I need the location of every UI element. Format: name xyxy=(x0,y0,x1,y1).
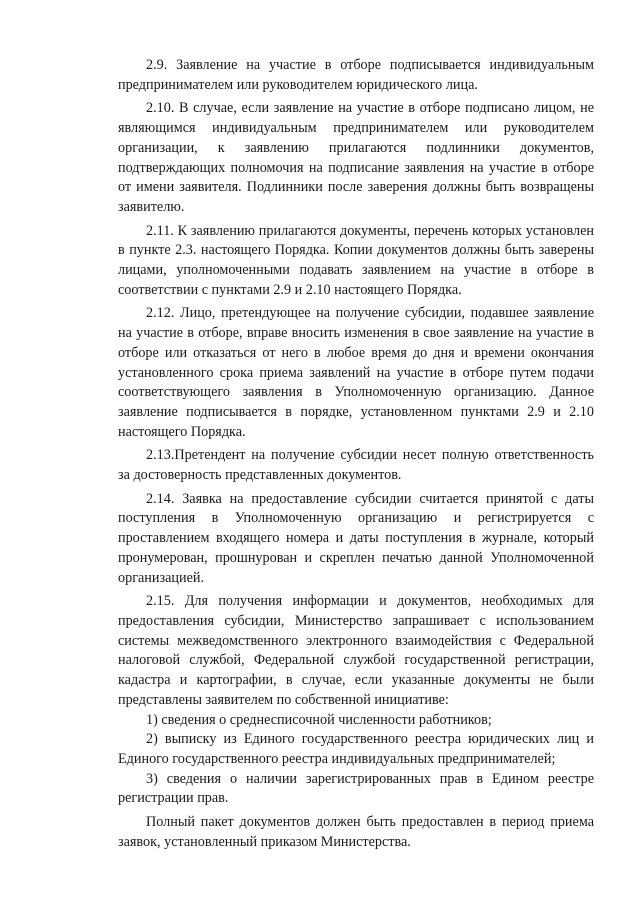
closing-paragraph: Полный пакет документов должен быть предоставлен в период приема заявок, установленный приказом Министерства. xyxy=(118,814,594,850)
paragraph-2-14: 2.14. Заявка на предоставление субсидии считается принятой с даты поступления в Уполномоченную организацию и регистрируется с проставлением входящего номера и даты поступления в журнале, который пронумерован, прошнурован и скреплен печатью данной Уполномоченной организацией. xyxy=(118,490,594,586)
paragraph-2-10: 2.10. В случае, если заявление на участие в отборе подписано лицом, не являющимся индивидуальным предпринимателем или руководителем организации, к заявлению прилагаются подлинники документов, подтверждающих полномочия на подписание заявления на участие в отборе от имени заявителя. Подлинники после заверения должны быть возвращены заявителю. xyxy=(118,100,594,215)
list-item-2: 2) выписку из Единого государственного реестра юридических лиц и Единого государственного реестра индивидуальных предпринимателей; xyxy=(118,731,594,767)
paragraph-2-9: 2.9. Заявление на участие в отборе подписывается индивидуальным предпринимателем или руководителем юридического лица. xyxy=(118,57,594,93)
document-body xyxy=(118,56,594,856)
paragraph-2-11: 2.11. К заявлению прилагаются документы, перечень которых установлен в пункте 2.3. настоящего Порядка. Копии документов должны быть заверены лицами, уполномоченными подавать заявлением на участие в отборе в соответствии с пунктами 2.9 и 2.10 настоящего Порядка. xyxy=(118,222,594,298)
list-item-1: 1) сведения о среднесписочной численности работников; xyxy=(146,711,492,728)
paragraph-2-12: 2.12. Лицо, претендующее на получение субсидии, подавшее заявление на участие в отборе, вправе вносить изменения в свое заявление на участие в отборе или отказаться от него в любое время до дня и времени окончания установленного срока приема заявлений на участие в отборе путем подачи соответствующего заявления в Уполномоченную организацию. Данное заявление подписывается в порядке, установленном пунктами 2.9 и 2.10 настоящего Порядка. xyxy=(118,305,594,440)
list-item-3: 3) сведения о наличии зарегистрированных прав в Едином реестре регистрации прав. xyxy=(118,770,594,807)
paragraph-2-13: 2.13.Претендент на получение субсидии несет полную ответственность за достоверность представленных документов. xyxy=(118,447,594,484)
paragraph-2-15: 2.15. Для получения информации и документов, необходимых для предоставления субсидии, Министерство запрашивает с использованием системы межведомственного электронного взаимодействия с Федеральной налоговой службой, Федеральной службой государственной регистрации, кадастра и картографии, в случае, если указанные документы не были представлены заявителем по собственной инициативе: xyxy=(118,593,594,708)
